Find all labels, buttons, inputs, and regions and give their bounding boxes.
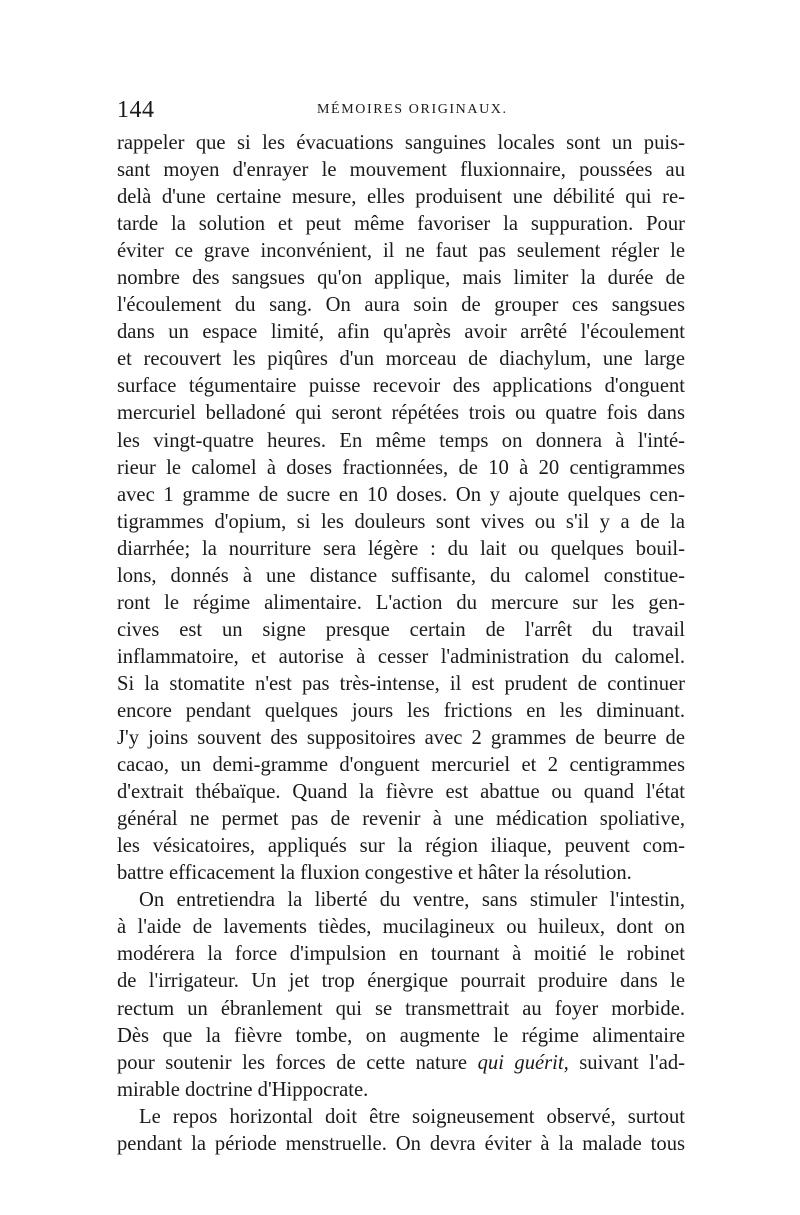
- text-line: Si la stomatite n'est pas très-intense, il est prudent de continuer: [117, 672, 685, 695]
- text-line: tigrammes d'opium, si les douleurs sont vives ou s'il y a de la: [117, 510, 685, 533]
- text-line: Dès que la fièvre tombe, on augmente le régime alimentaire: [117, 1024, 685, 1047]
- text-line: cacao, un demi-gramme d'onguent mercuriel et 2 centigrammes: [117, 754, 685, 777]
- text-line: diarrhée; la nourriture sera légère : du lait ou quelques bouil-: [117, 537, 685, 560]
- text-line: J'y joins souvent des suppositoires avec 2 grammes de beurre de: [117, 727, 685, 750]
- text-line: et recouvert les piqûres d'un morceau de diachylum, une large: [117, 348, 685, 371]
- text-line: rectum un ébranlement qui se transmettrait au foyer morbide.: [117, 997, 685, 1020]
- text-line: avec 1 gramme de sucre en 10 doses. On y ajoute quelques cen-: [117, 483, 685, 506]
- text-line: cives est un signe presque certain de l'arrêt du travail: [117, 618, 685, 641]
- running-title: MÉMOIRES ORIGINAUX.: [317, 102, 508, 117]
- text-line: nombre des sangsues qu'on applique, mais limiter la durée de: [117, 267, 685, 290]
- text-line: éviter ce grave inconvénient, il ne faut pas seulement régler le: [117, 240, 685, 263]
- text-line: dans un espace limité, afin qu'après avoir arrêté l'écoulement: [117, 321, 685, 344]
- text-line: mirable doctrine d'Hippocrate.: [117, 1078, 369, 1101]
- text-line: modérera la force d'impulsion en tournant à moitié le robinet: [117, 943, 685, 966]
- text-line: sant moyen d'enrayer le mouvement fluxionnaire, poussées au: [117, 159, 685, 182]
- text-line: encore pendant quelques jours les frictions en les diminuant.: [117, 699, 685, 722]
- italic-quote: qui guérit,: [477, 1051, 569, 1074]
- text-line: les vésicatoires, appliqués sur la région iliaque, peuvent com-: [117, 835, 685, 858]
- text-line: battre efficacement la fluxion congestive et hâter la résolution.: [117, 862, 632, 885]
- text-line: rieur le calomel à doses fractionnées, de 10 à 20 centigrammes: [117, 456, 685, 479]
- text-line: à l'aide de lavements tièdes, mucilagineux ou huileux, dont on: [117, 916, 685, 939]
- text-line: général ne permet pas de revenir à une médication spoliative,: [117, 808, 685, 831]
- running-head: [117, 96, 687, 124]
- text-segment: suivant l'ad-: [579, 1051, 685, 1074]
- text-line: d'extrait thébaïque. Quand la fièvre est abattue ou quand l'état: [117, 781, 685, 804]
- text-line: pendant la période menstruelle. On devra éviter à la malade tous: [117, 1132, 685, 1155]
- text-line: surface tégumentaire puisse recevoir des applications d'onguent: [117, 375, 685, 398]
- text-line-with-italic: [117, 1050, 685, 1077]
- text-line: delà d'une certaine mesure, elles produisent une débilité qui re-: [117, 186, 685, 209]
- text-line: ront le régime alimentaire. L'action du mercure sur les gen-: [117, 591, 685, 614]
- text-line: lons, donnés à une distance suffisante, du calomel constitue-: [117, 564, 685, 587]
- text-line: rappeler que si les évacuations sanguines locales sont un puis-: [117, 132, 685, 154]
- text-line: On entretiendra la liberté du ventre, sans stimuler l'intestin,: [139, 889, 685, 912]
- text-segment: pour soutenir les forces de cette nature: [117, 1051, 468, 1074]
- page-number: 144: [117, 97, 155, 123]
- text-line: inflammatoire, et autorise à cesser l'administration du calomel.: [117, 645, 685, 668]
- text-line: de l'irrigateur. Un jet trop énergique pourrait produire dans le: [117, 970, 685, 993]
- text-line: mercuriel belladoné qui seront répétées trois ou quatre fois dans: [117, 402, 685, 425]
- text-line: les vingt-quatre heures. En même temps on donnera à l'inté-: [117, 429, 685, 452]
- text-line: Le repos horizontal doit être soigneusement observé, surtout: [139, 1105, 685, 1128]
- text-line: l'écoulement du sang. On aura soin de grouper ces sangsues: [117, 294, 685, 317]
- text-line: tarde la solution et peut même favoriser la suppuration. Pour: [117, 213, 685, 236]
- body-text: [117, 130, 685, 1158]
